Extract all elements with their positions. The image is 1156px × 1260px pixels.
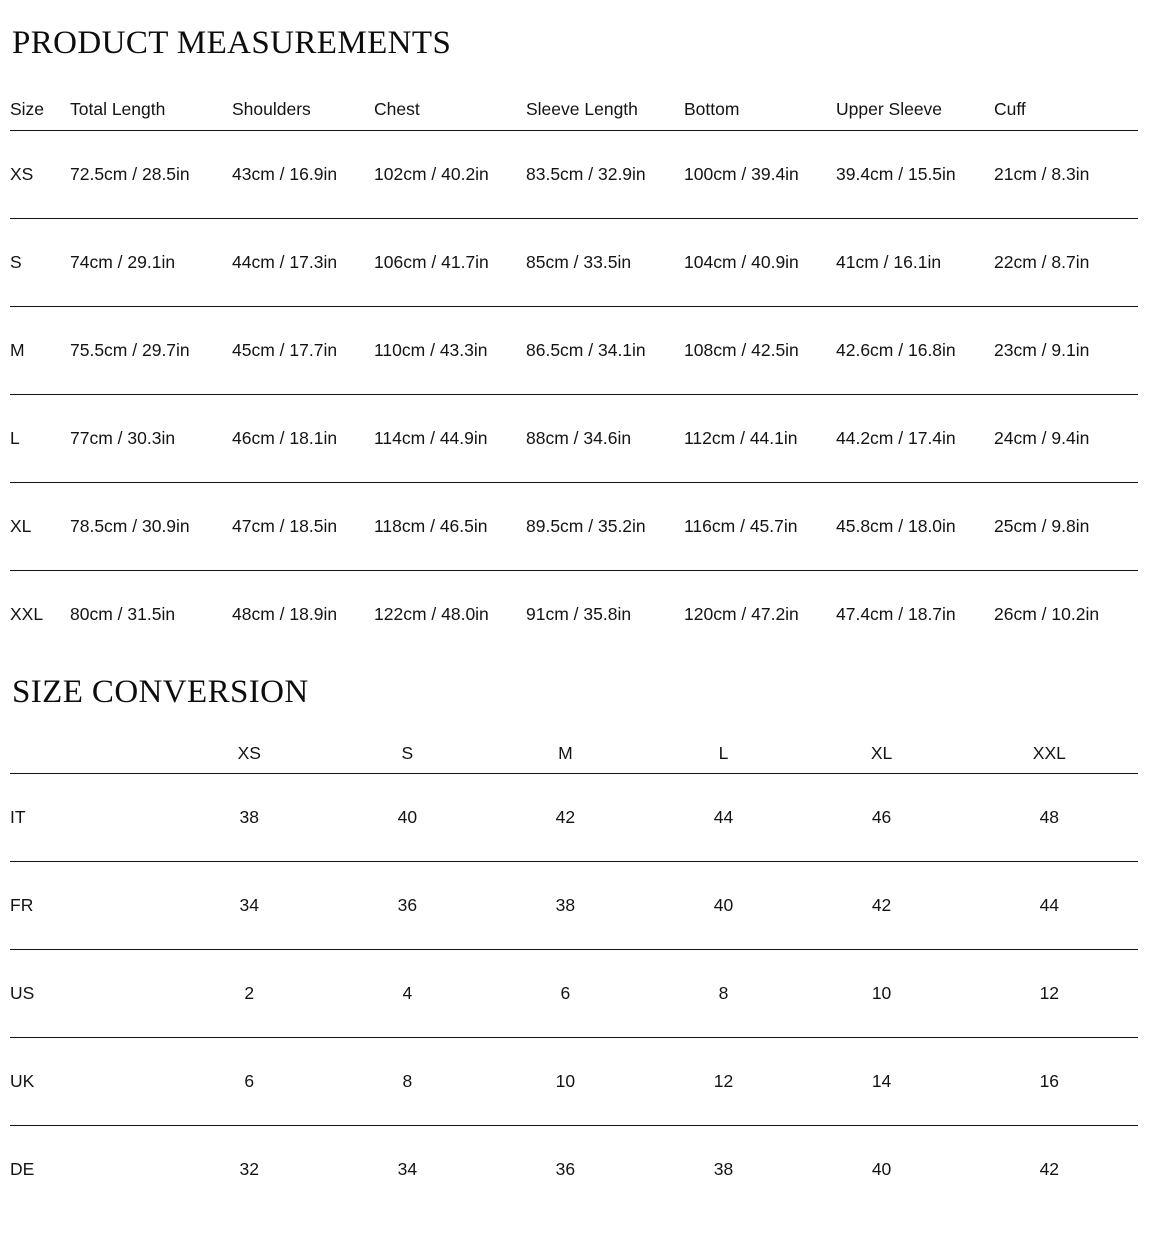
cell-xl: 10 (803, 950, 961, 1038)
cell-bottom: 116cm / 45.7in (684, 483, 836, 571)
table-row (10, 950, 1138, 1038)
column-header-cuff: Cuff (994, 92, 1138, 131)
cell-size: XS (10, 131, 70, 219)
cell-m: 38 (486, 862, 644, 950)
table-row (10, 774, 1138, 862)
cell-upper-sleeve: 39.4cm / 15.5in (836, 131, 994, 219)
cell-shoulders: 43cm / 16.9in (232, 131, 374, 219)
cell-total-length: 74cm / 29.1in (70, 219, 232, 307)
cell-shoulders: 44cm / 17.3in (232, 219, 374, 307)
cell-l: 38 (713, 1159, 734, 1179)
cell-m: 10 (486, 1038, 644, 1126)
table-row (10, 1038, 1138, 1126)
cell-region: DE (10, 1159, 35, 1179)
cell-region: UK (10, 1038, 170, 1126)
cell-l: 40 (644, 862, 802, 950)
table-row (10, 571, 1138, 659)
cell-cuff: 21cm / 8.3in (994, 131, 1138, 219)
cell-xs: 6 (170, 1038, 328, 1126)
cell-upper-sleeve: 42.6cm / 16.8in (836, 307, 994, 395)
cell-upper-sleeve: 44.2cm / 17.4in (836, 395, 994, 483)
column-header-size: Size (10, 92, 70, 131)
column-header-sleeve-length: Sleeve Length (526, 92, 684, 131)
cell-size: XL (10, 483, 70, 571)
cell-cuff: 22cm / 8.7in (994, 219, 1138, 307)
cell-xl: 14 (803, 1038, 961, 1126)
cell-shoulders: 48cm / 18.9in (232, 604, 338, 624)
measurements-section-header (10, 0, 1146, 60)
cell-xs: 34 (170, 862, 328, 950)
table-row (10, 483, 1138, 571)
column-header-l: L (644, 737, 802, 774)
column-header-s: S (328, 737, 486, 774)
cell-region: US (10, 950, 170, 1038)
cell-region: IT (10, 774, 170, 862)
cell-xxl: 44 (961, 862, 1138, 950)
column-header-xs: XS (170, 737, 328, 774)
cell-l: 12 (644, 1038, 802, 1126)
cell-size: M (10, 307, 70, 395)
cell-bottom: 108cm / 42.5in (684, 307, 836, 395)
cell-s: 8 (328, 1038, 486, 1126)
cell-bottom: 120cm / 47.2in (684, 604, 799, 624)
cell-s: 34 (397, 1159, 418, 1179)
cell-total-length: 72.5cm / 28.5in (70, 131, 232, 219)
table-row (10, 131, 1138, 219)
cell-s: 36 (328, 862, 486, 950)
column-header-region (10, 737, 170, 774)
cell-total-length: 80cm / 31.5in (70, 604, 176, 624)
conversion-header-row (10, 737, 1138, 774)
column-header-chest: Chest (374, 92, 526, 131)
cell-upper-sleeve: 47.4cm / 18.7in (836, 604, 956, 624)
cell-chest: 110cm / 43.3in (374, 307, 526, 395)
cell-xs: 32 (239, 1159, 259, 1179)
cell-xxl: 12 (961, 950, 1138, 1038)
conversion-title: SIZE CONVERSION (12, 674, 309, 710)
cell-chest: 106cm / 41.7in (374, 219, 526, 307)
cell-total-length: 77cm / 30.3in (70, 395, 232, 483)
cell-sleeve-length: 88cm / 34.6in (526, 395, 684, 483)
cell-xs: 38 (170, 774, 328, 862)
cell-xl: 40 (871, 1159, 892, 1179)
cell-m: 42 (486, 774, 644, 862)
cell-cuff: 26cm / 10.2in (994, 604, 1100, 624)
cell-shoulders: 46cm / 18.1in (232, 395, 374, 483)
cell-xl: 46 (803, 774, 961, 862)
cell-bottom: 112cm / 44.1in (684, 395, 836, 483)
page-title: PRODUCT MEASUREMENTS (12, 25, 452, 61)
cell-xxl: 42 (1039, 1159, 1060, 1179)
cell-sleeve-length: 86.5cm / 34.1in (526, 307, 684, 395)
conversion-section-header (10, 658, 1146, 709)
cell-sleeve-length: 83.5cm / 32.9in (526, 131, 684, 219)
cell-total-length: 78.5cm / 30.9in (70, 483, 232, 571)
cell-xxl: 48 (961, 774, 1138, 862)
cell-cuff: 24cm / 9.4in (994, 395, 1138, 483)
table-row (10, 307, 1138, 395)
cell-l: 8 (644, 950, 802, 1038)
cell-bottom: 104cm / 40.9in (684, 219, 836, 307)
cell-sleeve-length: 85cm / 33.5in (526, 219, 684, 307)
table-row (10, 219, 1138, 307)
cell-chest: 118cm / 46.5in (374, 483, 526, 571)
table-row (10, 1126, 1138, 1214)
cell-size: S (10, 219, 70, 307)
cell-chest: 122cm / 48.0in (374, 604, 489, 624)
cell-upper-sleeve: 41cm / 16.1in (836, 219, 994, 307)
table-row (10, 862, 1138, 950)
column-header-m: M (486, 737, 644, 774)
cell-bottom: 100cm / 39.4in (684, 131, 836, 219)
cell-region: FR (10, 862, 170, 950)
table-row (10, 395, 1138, 483)
cell-s: 40 (328, 774, 486, 862)
cell-upper-sleeve: 45.8cm / 18.0in (836, 483, 994, 571)
column-header-upper-sleeve: Upper Sleeve (836, 92, 994, 131)
cell-sleeve-length: 91cm / 35.8in (526, 604, 632, 624)
cell-sleeve-length: 89.5cm / 35.2in (526, 483, 684, 571)
cell-size: L (10, 395, 70, 483)
size-conversion-table (10, 737, 1138, 1213)
table-header-row (10, 92, 1138, 131)
column-header-bottom: Bottom (684, 92, 836, 131)
cell-cuff: 25cm / 9.8in (994, 483, 1138, 571)
column-header-total-length: Total Length (70, 92, 232, 131)
cell-l: 44 (644, 774, 802, 862)
cell-m: 6 (486, 950, 644, 1038)
cell-chest: 102cm / 40.2in (374, 131, 526, 219)
cell-shoulders: 45cm / 17.7in (232, 307, 374, 395)
cell-s: 4 (328, 950, 486, 1038)
column-header-xxl: XXL (961, 737, 1138, 774)
cell-size: XXL (10, 604, 44, 624)
cell-xxl: 16 (961, 1038, 1138, 1126)
cell-m: 36 (555, 1159, 576, 1179)
column-header-xl: XL (803, 737, 961, 774)
cell-xl: 42 (803, 862, 961, 950)
cell-xs: 2 (170, 950, 328, 1038)
cell-shoulders: 47cm / 18.5in (232, 483, 374, 571)
cell-cuff: 23cm / 9.1in (994, 307, 1138, 395)
cell-chest: 114cm / 44.9in (374, 395, 526, 483)
cell-total-length: 75.5cm / 29.7in (70, 307, 232, 395)
column-header-shoulders: Shoulders (232, 92, 374, 131)
product-measurements-table (10, 92, 1138, 658)
